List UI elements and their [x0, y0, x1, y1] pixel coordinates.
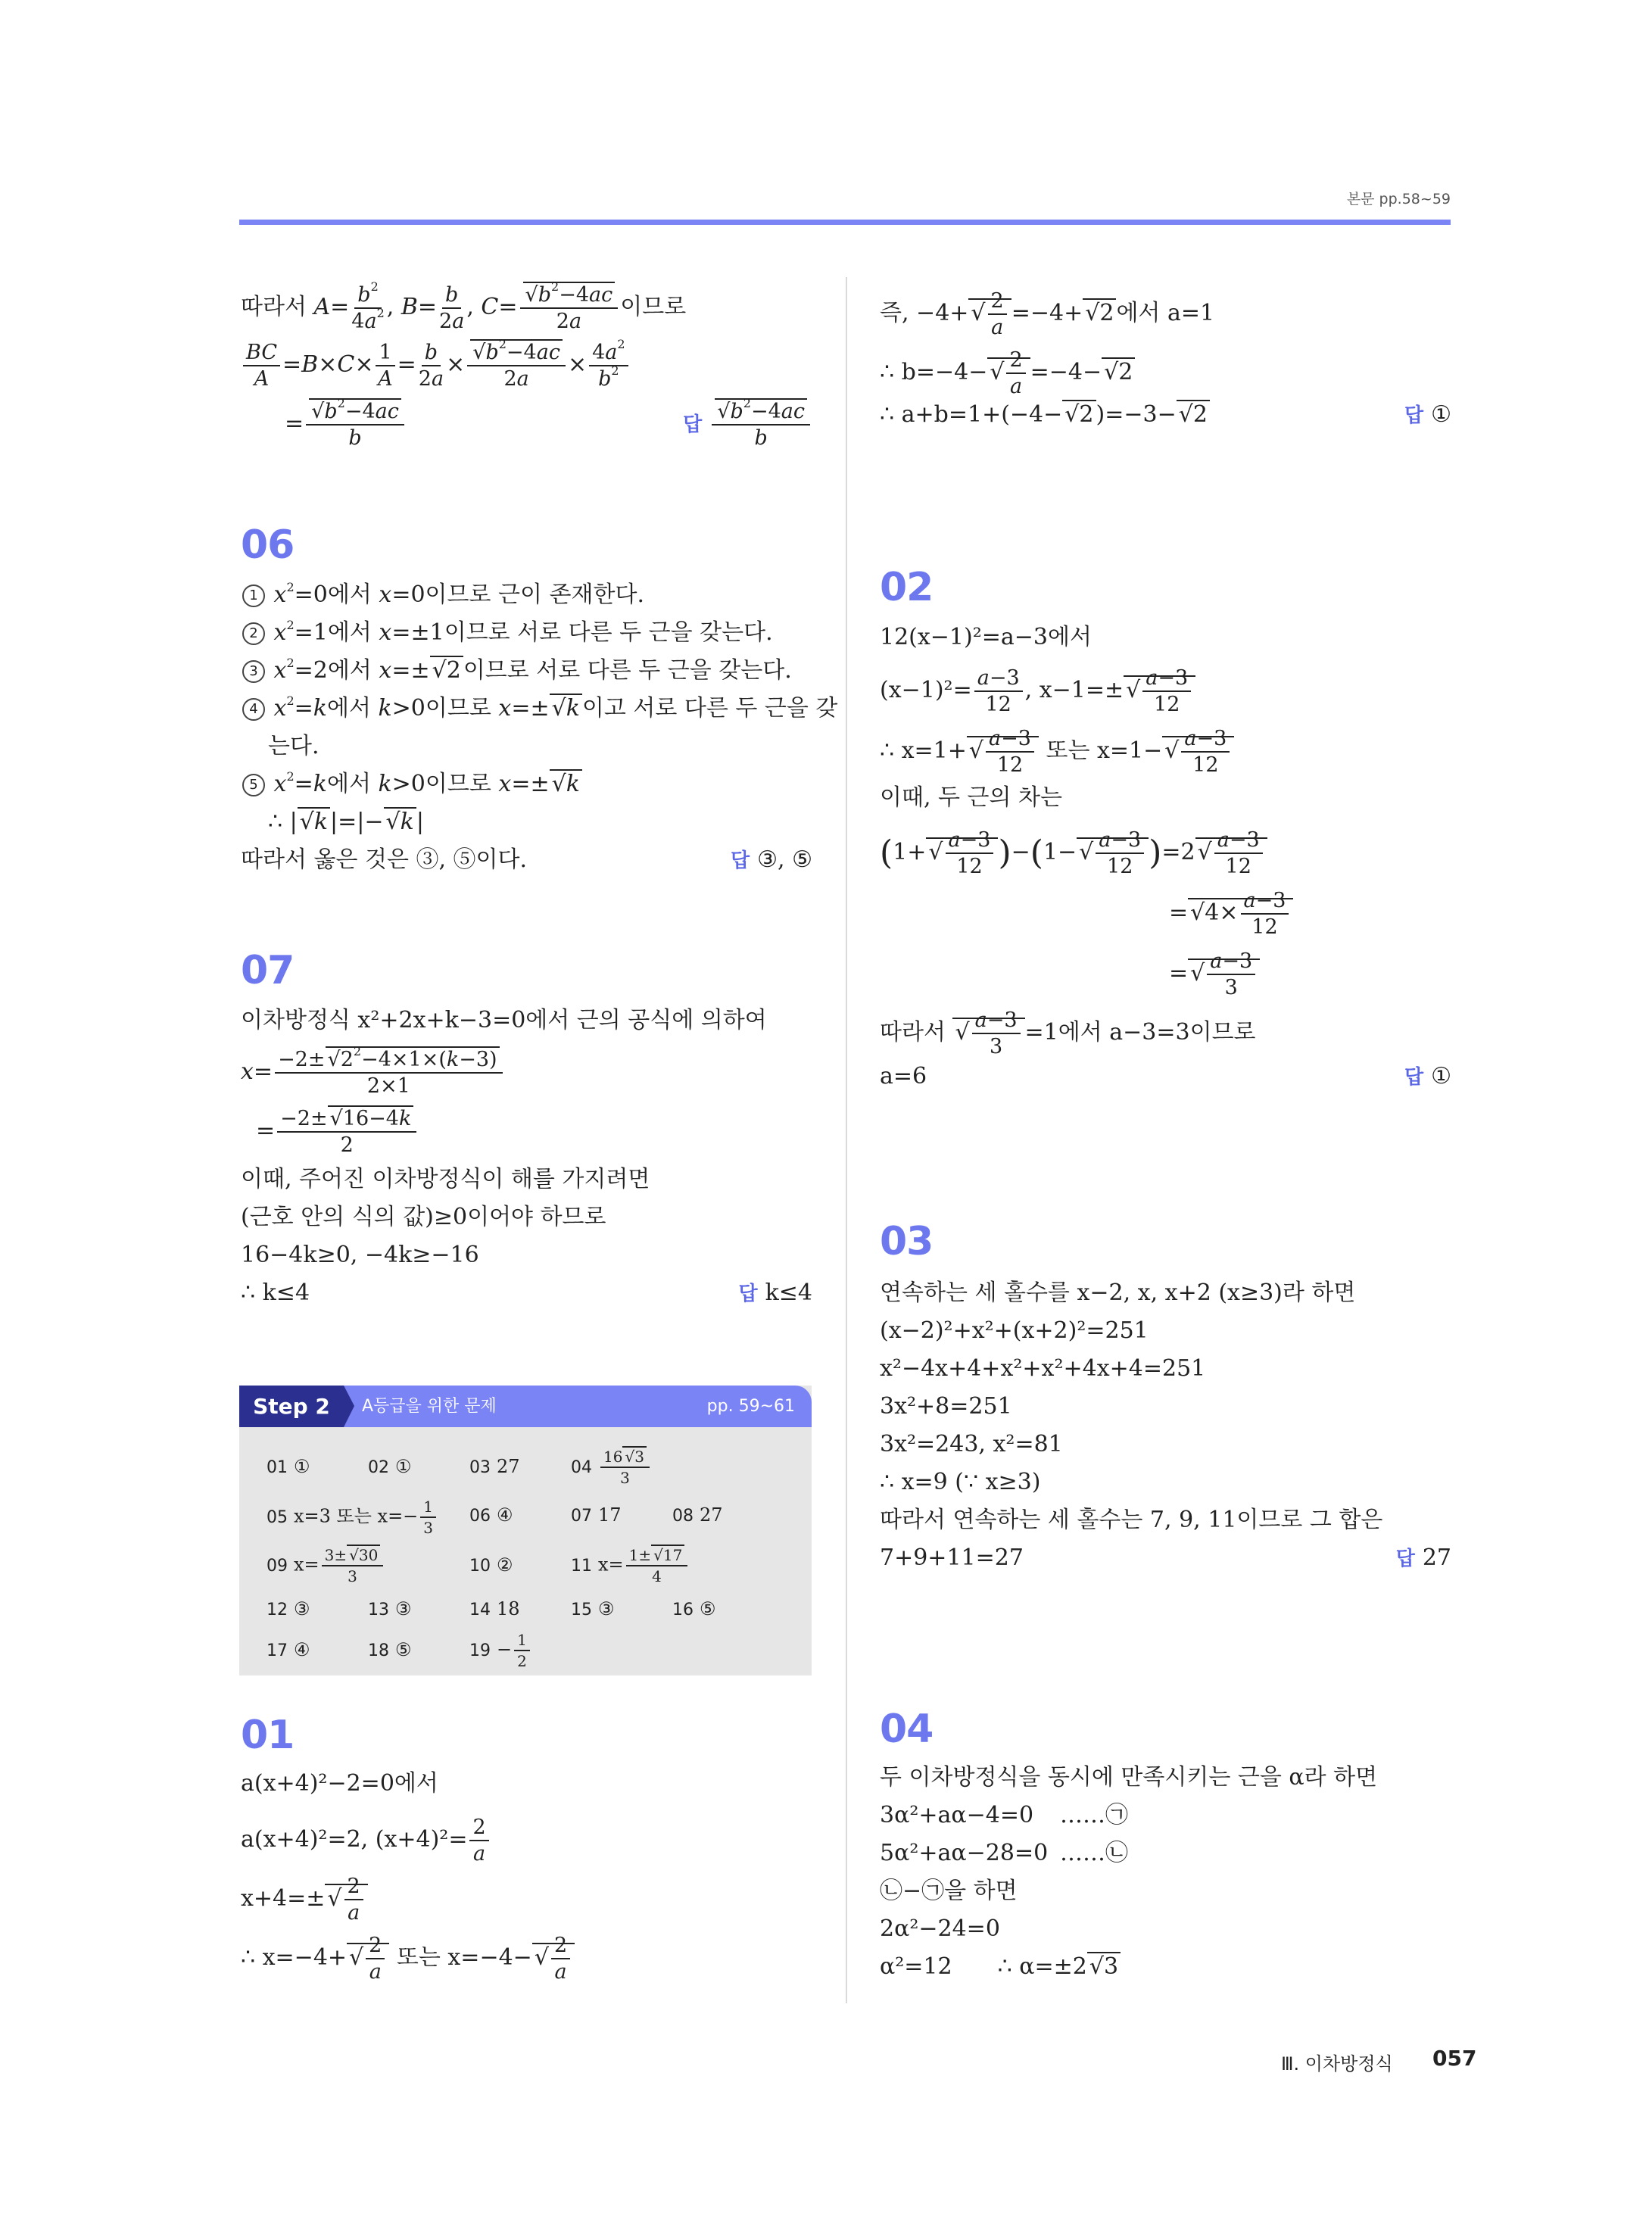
- p07-line-1: 이차방정식 x²+2x+k−3=0에서 근의 공식에 의하여: [241, 1007, 767, 1033]
- p04-line-3: 5α²+aα−28=0: [880, 1840, 1049, 1866]
- p03-line-1: 연속하는 세 홀수를 x−2, x, x+2 (x≥3)라 하면: [880, 1280, 1356, 1306]
- rcont-line-1: 즉, −4+ √ $\frac{2}{a}$ =−4+√ 2 에서 a=1: [880, 291, 1214, 338]
- answer-item: 19 − $\frac{1}{2}$: [469, 1632, 532, 1669]
- cont-line-1: 따라서 A= $\frac{b^2}{4a^2}$ , B= $\frac{b}{2a}$ , C= √ $\frac{b^2-4ac}{2a}$ 이므로: [241, 285, 686, 332]
- problem-03-number: 03: [880, 1219, 934, 1264]
- cont-line-3: = √ $\frac{b^2-4ac}{b}$: [285, 401, 407, 448]
- answer-item: 17 ④: [267, 1639, 310, 1660]
- answer-item: 18 ⑤: [368, 1639, 412, 1660]
- problem-02-number: 02: [880, 565, 934, 610]
- column-divider: [846, 277, 847, 2003]
- p06-line-5: 5 $x^2=k$에서 k>0이므로 x=±√ k: [241, 771, 582, 798]
- answer-item: 05 x=3 또는 x=− $\frac{1}{3}$: [267, 1499, 438, 1535]
- p02-line-9: a=6: [880, 1063, 927, 1089]
- step2-title: A등급을 위한 문제: [362, 1397, 497, 1416]
- p03-answer: 답 27: [1395, 1545, 1451, 1571]
- p07-answer: 답 k≤4: [738, 1280, 812, 1306]
- p06-line-7: 따라서 옳은 것은 ③, ⑤이다.: [241, 846, 528, 873]
- p06-line-4b: 는다.: [268, 733, 319, 759]
- answer-item: 12 ③: [267, 1598, 310, 1619]
- p04-line-3-mark: ……㉡: [1060, 1840, 1128, 1866]
- p07-line-2: x= $\frac{-2\pm√ 2^2-4\times 1\times(k-3)}{2\times 1}$: [241, 1049, 505, 1096]
- p07-line-3: = $\frac{-2\pm√ 16-4k}{2}$: [256, 1108, 419, 1155]
- step2-header: [239, 1386, 812, 1427]
- cont-line-2: $\frac{BC}{A}$ =B×C× $\frac{1}{A}$ = $\frac{b}{2a}$ × √ $\frac{b^2-4ac}{2a}$ × $\frac{4a^2}{b^2}$: [241, 342, 631, 389]
- p01-line-4: ∴ x=−4+ √ $\frac{2}{a}$ 또는 x=−4− √ $\frac{2}{a}$: [241, 1935, 575, 1982]
- p03-line-8: 7+9+11=27: [880, 1545, 1024, 1571]
- problem-04-number: 04: [880, 1707, 934, 1752]
- p04-line-2-mark: ……㉠: [1060, 1802, 1128, 1828]
- p03-line-6: ∴ x=9 (∵ x≥3): [880, 1469, 1041, 1495]
- rcont-line-3: ∴ a+b=1+(−4−√ 2 )=−3−√ 2: [880, 401, 1210, 429]
- problem-01-number: 01: [241, 1713, 295, 1758]
- p04-line-4: ㉡−㉠을 하면: [880, 1878, 1018, 1904]
- cont-answer: 답 √ $\frac{b^2-4ac}{b}$: [683, 401, 812, 448]
- answer-item: 15 ③: [571, 1598, 615, 1619]
- p02-line-6: =√ 4× $\frac{a-3}{12}$: [1169, 890, 1293, 937]
- p02-answer: 답 ①: [1404, 1063, 1451, 1089]
- p01-line-2: a(x+4)²=2, (x+4)²= $\frac{2}{a}$: [241, 1817, 491, 1864]
- rcont-line-2: ∴ b=−4− √ $\frac{2}{a}$ =−4−√ 2: [880, 350, 1135, 397]
- p06-line-6: ∴ |√ k |=|−√ k |: [268, 809, 424, 836]
- p02-line-7: = √ $\frac{a-3}{3}$: [1169, 951, 1260, 998]
- answer-item: 06 ④: [469, 1504, 513, 1526]
- answer-item: 07 17: [571, 1504, 622, 1526]
- p04-line-1: 두 이차방정식을 동시에 만족시키는 근을 α라 하면: [880, 1764, 1378, 1791]
- answer-item: 02 ①: [368, 1456, 412, 1477]
- p03-line-4: 3x²+8=251: [880, 1393, 1012, 1420]
- p07-line-4: 이때, 주어진 이차방정식이 해를 가지려면: [241, 1166, 650, 1192]
- p04-line-5: 2α²−24=0: [880, 1915, 1000, 1942]
- p07-line-7: ∴ k≤4: [241, 1280, 310, 1306]
- p06-line-1: 1 $x^2=0$에서 x=0이므로 근이 존재한다.: [241, 581, 644, 609]
- p06-line-3: 3 $x^2=2$에서 x=±√ 2 이므로 서로 다른 두 근을 갖는다.: [241, 657, 792, 684]
- p03-line-3: x²−4x+4+x²+x²+4x+4=251: [880, 1355, 1206, 1382]
- answer-item: 09 x= $\frac{3\pm√ 30}{3}$: [267, 1548, 385, 1584]
- footer-chapter: Ⅲ. 이차방정식: [1281, 2053, 1393, 2074]
- answer-item: 11 x= $\frac{1\pm√ 17}{4}$: [571, 1548, 690, 1584]
- page-reference: 본문 pp.58~59: [1346, 191, 1451, 207]
- step2-label: Step 2: [239, 1386, 344, 1427]
- p07-line-5: (근호 안의 식의 값)≥0이어야 하므로: [241, 1204, 606, 1230]
- p02-line-4: 이때, 두 근의 차는: [880, 784, 1063, 811]
- left-column: [241, 0, 838, 2235]
- p01-line-3: x+4=± √ $\frac{2}{a}$: [241, 1876, 368, 1923]
- step2-answer-box: [239, 1386, 812, 1675]
- p02-line-2: (x−1)²= $\frac{a-3}{12}$ , x−1=± √ $\frac{a-3}{12}$: [880, 668, 1195, 715]
- p07-line-6: 16−4k≥0, −4k≥−16: [241, 1242, 479, 1268]
- p03-line-5: 3x²=243, x²=81: [880, 1431, 1063, 1457]
- p04-line-6: α²=12 ∴ α=±2√ 3: [880, 1953, 1121, 1981]
- p02-line-5: (1+ √ $\frac{a-3}{12}$ )−(1− √ $\frac{a-3}{12}$ )=2 √ $\frac{a-3}{12}$: [880, 830, 1267, 877]
- p01-line-1: a(x+4)²−2=0에서: [241, 1770, 438, 1797]
- p06-answer: 답 ③, ⑤: [731, 846, 812, 873]
- p06-line-2: 2 $x^2=1$에서 x=±1이므로 서로 다른 두 근을 갖는다.: [241, 619, 773, 647]
- right-column: [880, 0, 1451, 2235]
- p04-line-2: 3α²+aα−4=0: [880, 1802, 1034, 1828]
- answer-item: 10 ②: [469, 1554, 513, 1576]
- problem-07-number: 07: [241, 948, 295, 993]
- answer-item: 14 18: [469, 1598, 520, 1619]
- p03-line-7: 따라서 연속하는 세 홀수는 7, 9, 11이므로 그 합은: [880, 1507, 1383, 1533]
- answer-item: 08 27: [672, 1504, 723, 1526]
- problem-06-number: 06: [241, 522, 295, 568]
- p06-line-4: 4 $x^2=k$에서 k>0이므로 x=±√ k 이고 서로 다른 두 근을 갖: [241, 695, 837, 722]
- p02-line-3: ∴ x=1+ √ $\frac{a-3}{12}$ 또는 x=1− √ $\frac{a-3}{12}$: [880, 728, 1234, 775]
- answer-item: 01 ①: [267, 1456, 310, 1477]
- step2-pages: pp. 59~61: [706, 1397, 795, 1416]
- p02-line-1: 12(x−1)²=a−3에서: [880, 624, 1092, 650]
- p03-line-2: (x−2)²+x²+(x+2)²=251: [880, 1317, 1149, 1344]
- rcont-answer: 답 ①: [1404, 401, 1451, 428]
- answer-item: 13 ③: [368, 1598, 412, 1619]
- footer-page-number: 057: [1432, 2046, 1477, 2071]
- p02-line-8: 따라서 √ $\frac{a-3}{3}$ =1에서 a−3=3이므로: [880, 1010, 1256, 1057]
- answer-item: 03 27: [469, 1456, 520, 1477]
- answer-item: 16 ⑤: [672, 1598, 716, 1619]
- answer-item: 04 $\frac{16√ 3}{3}$: [571, 1449, 652, 1485]
